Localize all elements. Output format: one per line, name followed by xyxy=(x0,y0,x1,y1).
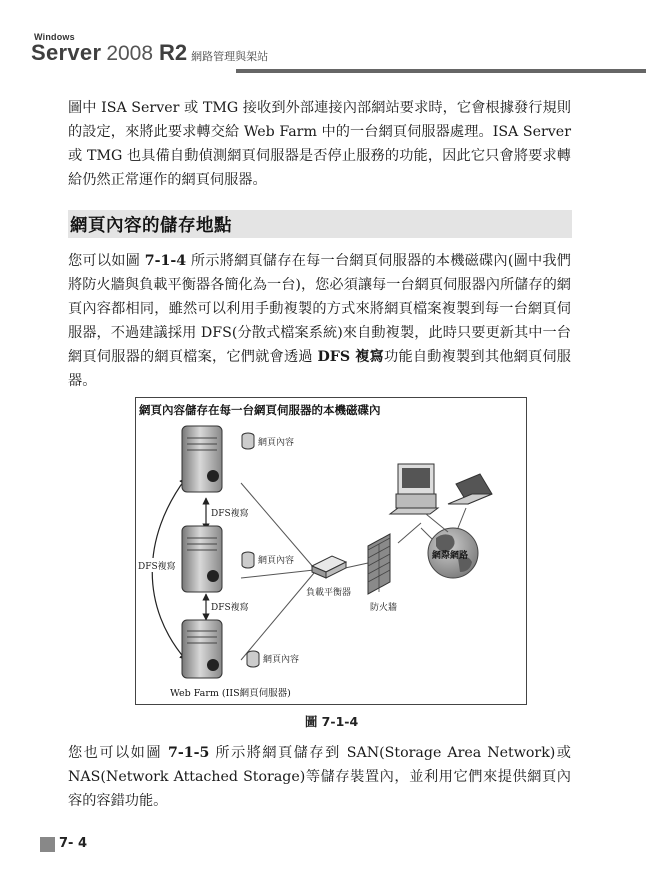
dfs-label-top: DFS複寫 xyxy=(211,509,249,519)
laptop-icon xyxy=(448,474,492,504)
page-number: 7- 4 xyxy=(59,836,88,851)
figure-title: 網頁內容儲存在每一台網頁伺服器的本機磁碟內 xyxy=(139,403,381,417)
figure-7-1-4 xyxy=(135,397,527,705)
brand-logo xyxy=(31,40,268,66)
link-laptop-internet xyxy=(458,508,466,528)
internet-label: 網際網路 xyxy=(432,551,469,561)
figure-ref-7-1-5: 7-1-5 xyxy=(168,745,210,761)
disk-icon-1 xyxy=(242,433,254,449)
firewall-label: 防火牆 xyxy=(370,603,398,613)
dfs-arc-label: DFS複寫 xyxy=(138,562,176,572)
book-subtitle: 網路管理與架站 xyxy=(191,50,269,63)
web-content-label-1: 網頁內容 xyxy=(258,438,295,448)
brand-server: Server xyxy=(31,40,102,65)
running-header xyxy=(31,30,643,74)
link-desktop-internet xyxy=(426,514,448,532)
web-content-label-2: 網頁內容 xyxy=(258,556,295,566)
figure-caption: 圖 7-1-4 xyxy=(304,714,359,729)
dfs-replication-term: DFS 複寫 xyxy=(317,349,385,365)
section-heading xyxy=(68,210,572,238)
brand-r2: R2 xyxy=(159,40,188,65)
firewall-icon xyxy=(368,534,390,594)
web-content-label-3: 網頁內容 xyxy=(263,655,300,665)
brand-year: 2008 xyxy=(106,42,154,65)
closing-text-2: 所示將網頁儲存到 SAN(Storage Area Network)或 NAS(Network Attached Storage)等儲存裝置內，並利用它們來提供網頁內容的容錯功能。 xyxy=(68,745,571,809)
load-balancer-label: 負載平衡器 xyxy=(306,588,352,598)
body-text-1: 您可以如圖 xyxy=(68,253,145,269)
body-paragraph xyxy=(68,249,571,393)
intro-paragraph: 圖中 ISA Server 或 TMG 接收到外部連接內部網站要求時，它會根據發行規則的設定，來將此要求轉交給 Web Farm 中的一台網頁伺服器處理。ISA Server 或 TMG 也具備自動偵測網頁伺服器是否停止服務的功能，因此它只會將要求轉給仍然正常運作的網頁伺服器。 xyxy=(68,100,571,188)
web-server-3-icon xyxy=(182,620,222,678)
body-text-2: 所示將網頁儲存在每一台網頁伺服器的本機磁碟內(圖中我們將防火牆與負載平衡器各簡化為一台)，您必須讓每一台網頁伺服器內所儲存的網頁內容都相同，雖然可以利用手動複製的方式來將網頁檔案複製到每一台網頁伺服器，不過建議採用 DFS(分散式檔案系統)來自動複製，此時只要更新其中一台網頁伺服器的網頁檔案，它們就會透過 xyxy=(68,253,571,365)
load-balancer-icon xyxy=(312,556,346,578)
dfs-label-bottom: DFS複寫 xyxy=(211,603,249,613)
web-server-2-icon xyxy=(182,526,222,592)
network-diagram xyxy=(136,398,528,706)
header-rule xyxy=(236,69,646,73)
web-server-1-icon xyxy=(182,426,222,492)
body-text-3: 功能自動複製到其他網頁伺服器。 xyxy=(68,349,571,389)
closing-paragraph xyxy=(68,741,571,813)
desktop-computer-icon xyxy=(390,464,438,514)
brand-windows-label: Windows xyxy=(34,32,75,42)
disk-icon-3 xyxy=(247,651,259,667)
closing-text-1: 您也可以如圖 xyxy=(68,745,169,761)
section-title: 網頁內容的儲存地點 xyxy=(70,216,232,236)
figure-ref-7-1-4: 7-1-4 xyxy=(144,253,187,269)
web-farm-label: Web Farm (IIS網頁伺服器) xyxy=(170,688,291,699)
disk-icon-2 xyxy=(242,552,254,568)
page-marker xyxy=(40,837,55,852)
